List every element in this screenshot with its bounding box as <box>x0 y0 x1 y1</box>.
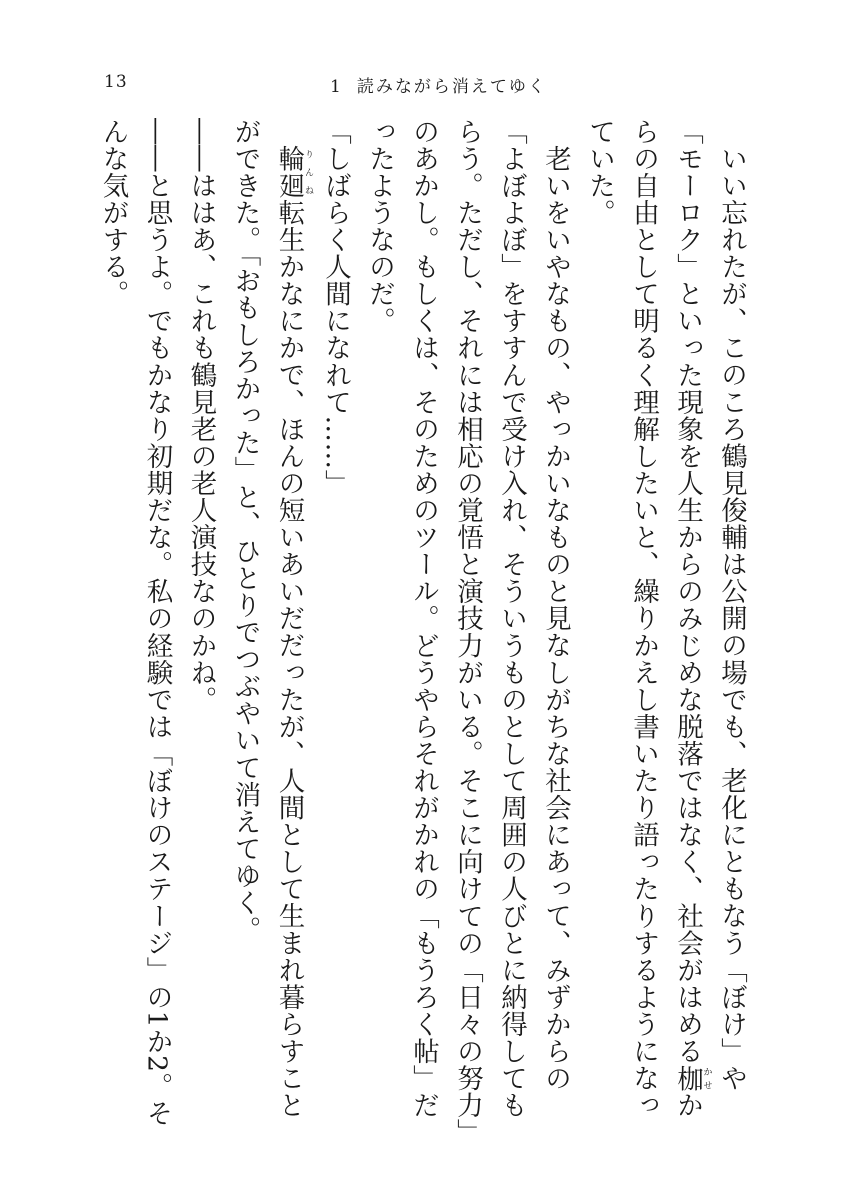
ruby-reading: かせ <box>701 1064 712 1092</box>
paragraph-text: いい忘れたが、このころ鶴見俊輔は公開の場でも、老化にともなう「ぼけ」や「モーロク」といった現象を人生からのみじめな脱落ではなく、社会がはめる <box>672 118 747 1092</box>
chapter-number: 1 <box>330 77 343 97</box>
body-text <box>83 118 753 1138</box>
dialogue-line: ――と思うよ。でもかなり初期だな。私の経験では「ぼけのステージ」の1か2。そんな気がする。 <box>97 118 173 1127</box>
ruby-annotation <box>273 144 313 199</box>
page-number: 13 <box>104 72 128 92</box>
dialogue-line: ――ははあ、これも鶴見老の老人演技なのかね。 <box>185 118 217 714</box>
ruby-reading: りんね <box>303 144 313 199</box>
quote-line: 「しばらく人間になれて……」 <box>320 118 351 497</box>
paragraph-text: 転生かなにかで、ほんの短いあいだだったが、人間として生まれ暮らすことができた。「おもしろかった」と、ひとりでつぶやいて消えてゆく。 <box>229 118 305 1119</box>
running-header <box>330 72 547 97</box>
ruby-base: 枷 <box>672 1064 703 1092</box>
paragraph: 老いをいやなもの、やっかいなものと見なしがちな社会にあって、みずからの「よぼよぼ」をすすんで受け入れ、そういうものとして周囲の人びとに納得してもらう。ただし、それには相応の覚悟と演技力がいる。そこに向けての「日々の努力」のあかし。もしくは、そのためのツール。どうやらそれがかれの「もうろく帖」だったようなのだ。 <box>364 118 571 1133</box>
ruby-base: 輪廻 <box>273 144 305 199</box>
ruby-annotation <box>672 1064 712 1092</box>
paragraph <box>577 118 753 1138</box>
paragraph-text: からの自由として明るく理解したいと、繰りかえし書いたり語ったりするようになっていた。 <box>584 118 703 1119</box>
chapter-title: 読みながら消えてゆく <box>356 77 547 97</box>
paragraph <box>223 118 314 1138</box>
